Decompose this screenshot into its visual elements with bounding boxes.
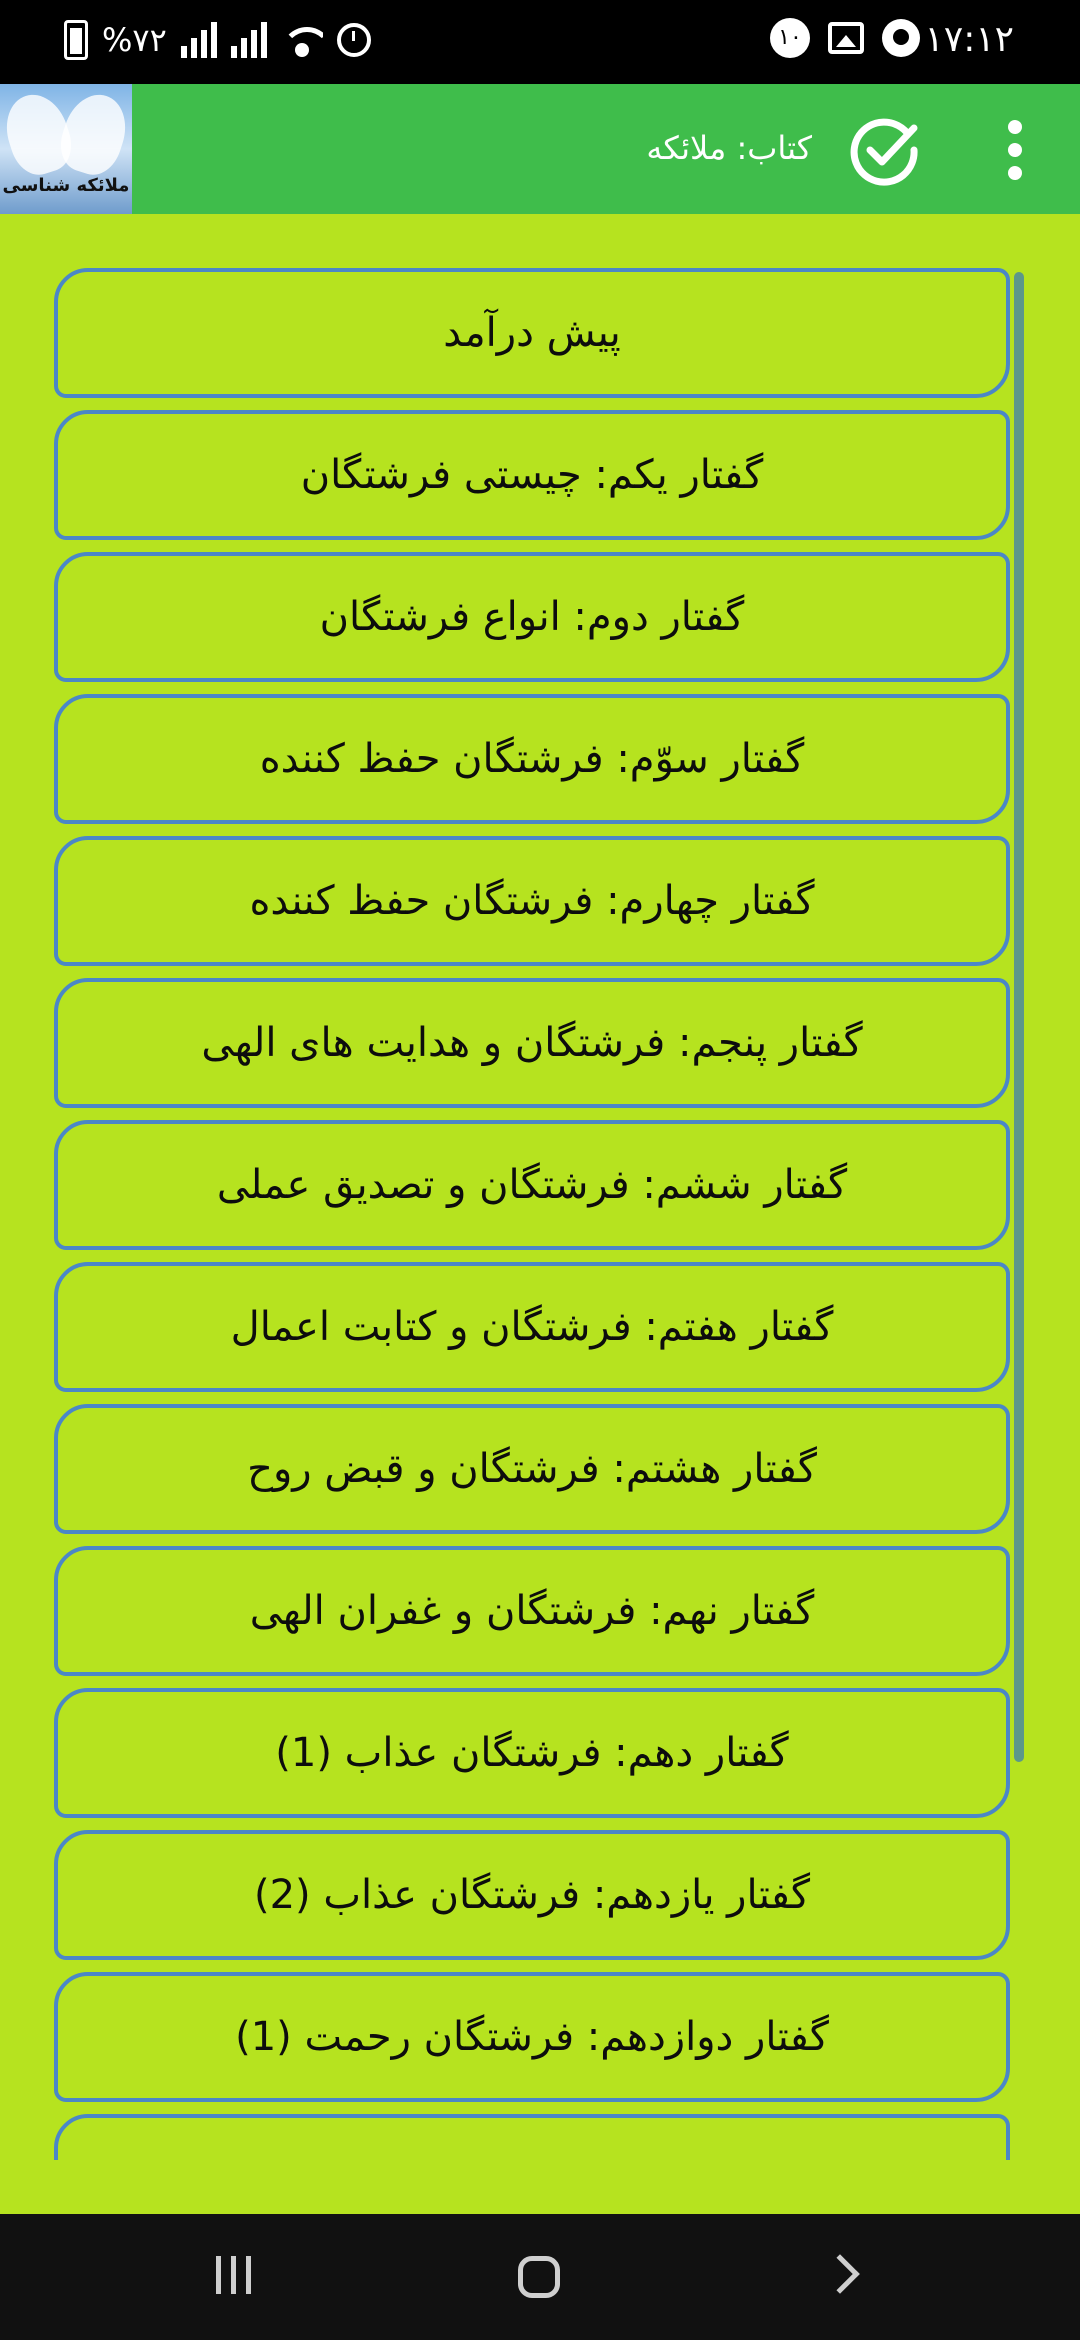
battery-icon bbox=[64, 20, 88, 60]
app-bar bbox=[0, 84, 1080, 214]
app-logo bbox=[0, 84, 132, 214]
list-scrollbar[interactable] bbox=[1014, 272, 1024, 1762]
chapter-list-area[interactable] bbox=[0, 214, 1080, 2160]
chapter-item-7[interactable]: گفتار هفتم: فرشتگان و کتابت اعمال bbox=[54, 1262, 1010, 1392]
navigation-bar bbox=[0, 2214, 1080, 2340]
chapter-item-2[interactable]: گفتار دوم: انواع فرشتگان bbox=[54, 552, 1010, 682]
more-vertical-icon[interactable] bbox=[1000, 114, 1030, 186]
logo-text: ملائکه شناسی bbox=[2, 175, 130, 196]
wifi-icon bbox=[281, 23, 323, 57]
status-left-group bbox=[64, 16, 371, 64]
image-notification-icon bbox=[828, 22, 864, 54]
chapter-item-intro[interactable]: پیش درآمد bbox=[54, 268, 1010, 398]
chapter-item-8[interactable]: گفتار هشتم: فرشتگان و قبض روح bbox=[54, 1404, 1010, 1534]
chapter-item-3[interactable]: گفتار سوّم: فرشتگان حفظ کننده bbox=[54, 694, 1010, 824]
chapter-item-11[interactable]: گفتار یازدهم: فرشتگان عذاب (2) bbox=[54, 1830, 1010, 1960]
notification-count-badge: ۱۰ bbox=[770, 18, 810, 58]
chapter-item-4[interactable]: گفتار چهارم: فرشتگان حفظ کننده bbox=[54, 836, 1010, 966]
battery-percent: %۷۲ bbox=[102, 21, 167, 59]
notification-icons bbox=[770, 18, 920, 58]
chapter-item-10[interactable]: گفتار دهم: فرشتگان عذاب (1) bbox=[54, 1688, 1010, 1818]
back-icon[interactable] bbox=[820, 2254, 860, 2294]
chapter-list bbox=[54, 268, 1010, 2160]
status-bar bbox=[0, 0, 1080, 84]
recents-icon[interactable] bbox=[216, 2256, 251, 2294]
alarm-icon bbox=[337, 23, 371, 57]
chapter-item-9[interactable]: گفتار نهم: فرشتگان و غفران الهی bbox=[54, 1546, 1010, 1676]
chapter-item-12[interactable]: گفتار دوازدهم: فرشتگان رحمت (1) bbox=[54, 1972, 1010, 2102]
whatsapp-notification-icon bbox=[882, 19, 920, 57]
app-title: کتاب: ملائکه bbox=[646, 129, 812, 167]
chapter-item-6[interactable]: گفتار ششم: فرشتگان و تصدیق عملی bbox=[54, 1120, 1010, 1250]
chapter-item-partial[interactable] bbox=[54, 2114, 1010, 2160]
chapter-item-1[interactable]: گفتار یکم: چیستی فرشتگان bbox=[54, 410, 1010, 540]
status-time: ۱۷:۱۲ bbox=[924, 19, 1014, 60]
home-icon[interactable] bbox=[518, 2256, 560, 2298]
chapter-item-5[interactable]: گفتار پنجم: فرشتگان و هدایت های الهی bbox=[54, 978, 1010, 1108]
check-circle-icon[interactable] bbox=[848, 114, 920, 186]
signal-icon-1 bbox=[181, 22, 217, 58]
signal-icon-2 bbox=[231, 22, 267, 58]
logo-wing-right bbox=[53, 87, 132, 182]
